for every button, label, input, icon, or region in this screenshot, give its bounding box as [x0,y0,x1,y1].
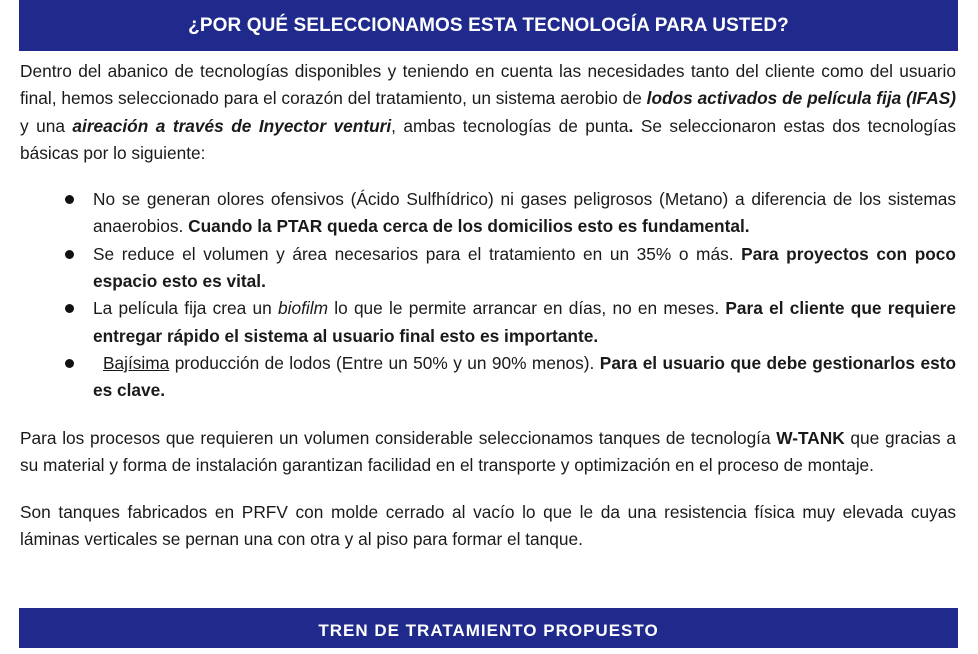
wtank-text-2: que gracias a su material y forma de instalación garantizan facilidad en el transporte y optimización en el proceso de montaje. [20,427,956,475]
bullet-text: No se generan olores ofensivos (Ácido Sulfhídrico) ni gases peligrosos (Metano) a diferencia de los sistemas anaerobios. [93,189,956,237]
intro-highlight-venturi: aireación a través de Inyector venturi [72,115,392,136]
bullet-icon [65,250,74,259]
prfv-text: Son tanques fabricados en PRFV con molde cerrado al vacío lo que le da una resistencia física muy elevada cuyas láminas verticales se pernan una con otra y al piso para formar el tanque. [20,502,956,550]
section-header-banner [19,0,958,51]
intro-highlight-ifas: lodos activados de película fija (IFAS) [646,88,957,109]
bullet-text: Se reduce el volumen y área necesarios para el tratamiento en un 35% o más. [93,243,742,264]
bullet-icon [65,195,74,204]
wtank-brand: W-TANK [776,427,845,448]
document-body [20,58,956,554]
wtank-text-1: Para los procesos que requieren un volumen considerable seleccionamos tanques de tecnología [20,427,777,448]
next-section-title: TREN DE TRATAMIENTO PROPUESTO [318,621,659,640]
list-item [20,350,956,405]
bullet-text: lo que le permite arrancar en días, no en meses. [327,298,726,319]
list-item [20,186,956,241]
bullet-italic-term: biofilm [278,298,328,319]
bullet-underlined-term: Bajísima [103,352,170,373]
bullet-emphasis: Cuando la PTAR queda cerca de los domicilios esto es fundamental. [188,216,750,237]
intro-text-2: y una [20,115,73,136]
list-item [20,241,956,296]
bullet-emphasis: Para el usuario que debe gestionarlos esto es clave. [93,352,957,401]
list-item [20,295,956,350]
intro-period: . [628,115,634,136]
bullet-emphasis: Para el cliente que requiere entregar rápido el sistema al usuario final esto es importante. [93,298,956,346]
bullet-icon [65,359,74,368]
intro-text-3: , ambas tecnologías de punta [391,115,629,136]
next-section-banner [19,608,958,648]
intro-paragraph [20,58,956,167]
section-title: ¿POR QUÉ SELECCIONAMOS ESTA TECNOLOGÍA PARA USTED? [188,15,789,36]
bullet-text: producción de lodos (Entre un 50% y un 90% menos). [169,352,600,373]
intro-text-1: Dentro del abanico de tecnologías disponibles y teniendo en cuenta las necesidades tanto del cliente como del usuario final, hemos seleccionado para el corazón del tratamiento, un sistema aerobio de [20,61,956,109]
bullet-icon [65,304,74,313]
wtank-paragraph [20,425,956,480]
prfv-paragraph [20,499,956,554]
bullet-text-pre: La película fija crea un [93,298,279,319]
benefits-list [20,186,956,404]
intro-text-4: Se seleccionaron estas dos tecnologías básicas por lo siguiente: [20,115,957,163]
bullet-emphasis: Para proyectos con poco espacio esto es vital. [93,243,956,292]
